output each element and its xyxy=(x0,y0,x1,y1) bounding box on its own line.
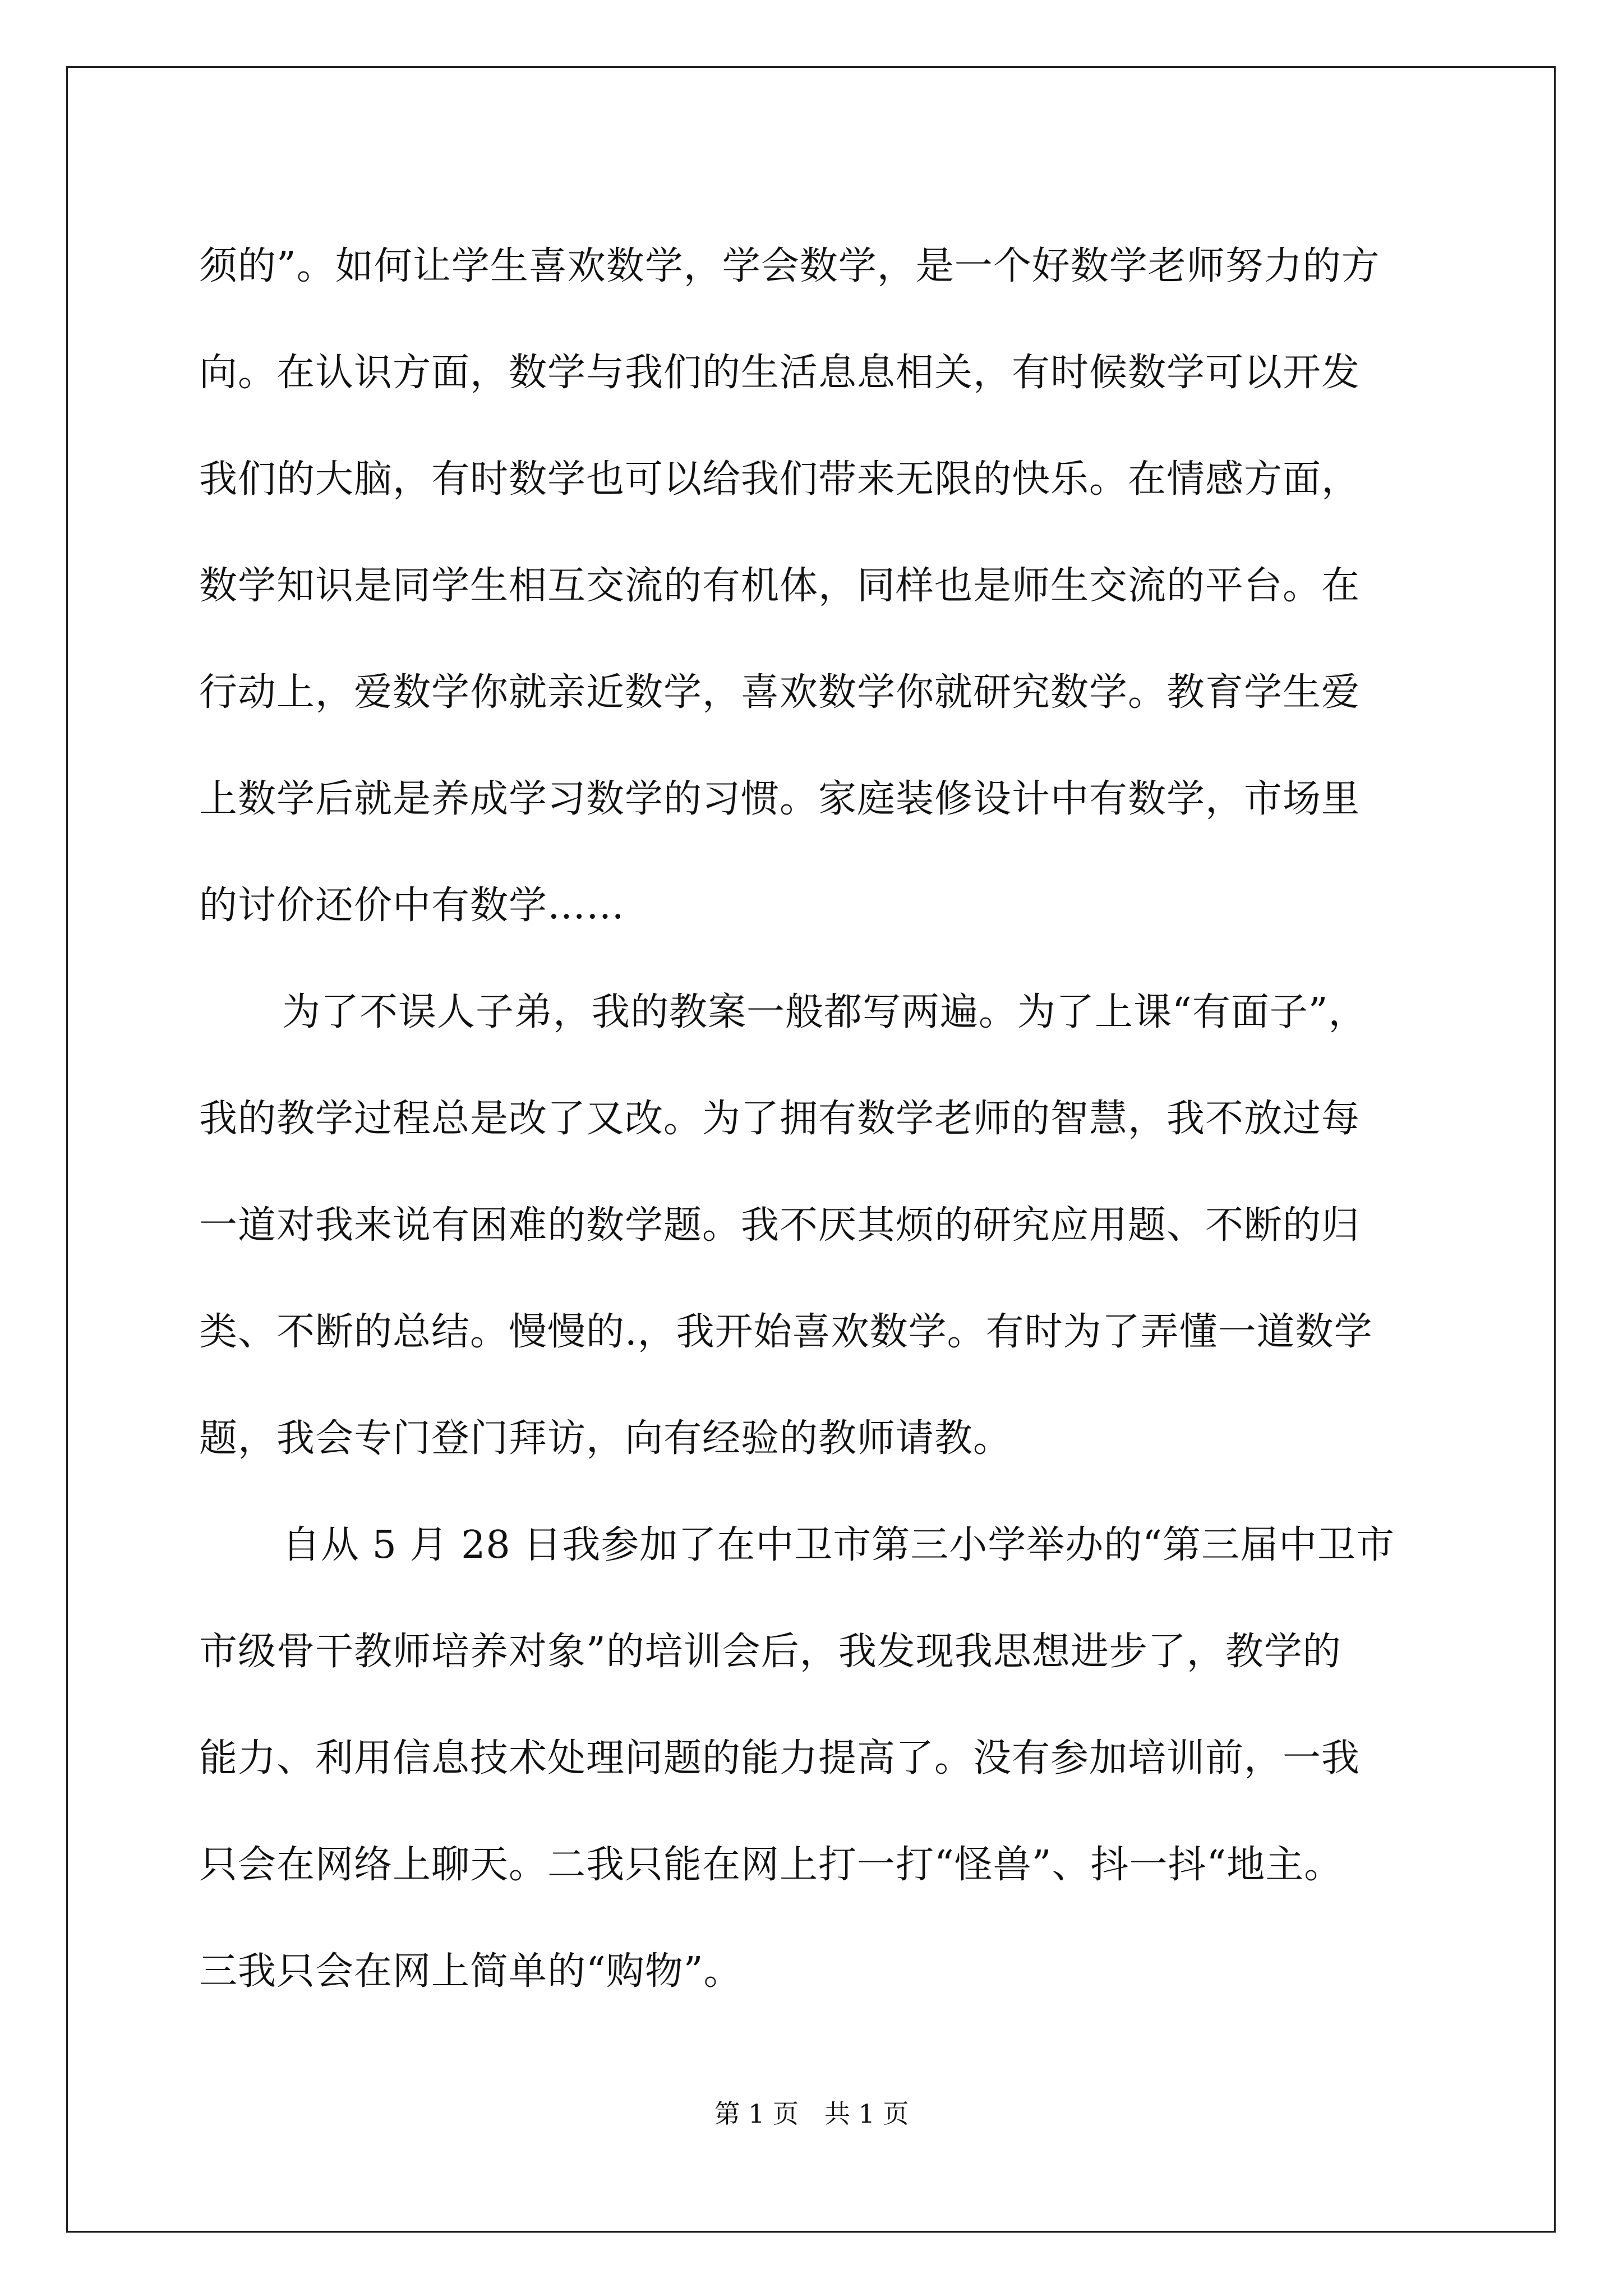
text-line: 三我只会在网上简单的“购物”。 xyxy=(199,1949,743,1994)
text-line: 的讨价还价中有数学…… xyxy=(199,884,625,928)
text-line: 题，我会专门登门拜访，向有经验的教师请教。 xyxy=(199,1416,1012,1461)
text-line: 行动上，爱数学你就亲近数学，喜欢数学你就研究数学。教育学生爱 xyxy=(199,670,1361,715)
text-line: 我的教学过程总是改了又改。为了拥有数学老师的智慧，我不放过每 xyxy=(199,1097,1361,1141)
text-line: 类、不断的总结。慢慢的.，我开始喜欢数学。有时为了弄懂一道数学 xyxy=(199,1310,1373,1354)
page-number-footer: 第 1 页 共 1 页 xyxy=(714,2099,909,2129)
text-line: 只会在网络上聊天。二我只能在网上打一打“怪兽”、抖一抖“地主。 xyxy=(199,1843,1343,1887)
text-line: 能力、利用信息技术处理问题的能力提高了。没有参加培训前，一我 xyxy=(199,1736,1361,1780)
paragraph-first-line: 自从 5 月 28 日我参加了在中卫市第三小学举办的“第三届中卫市 xyxy=(282,1523,1395,1567)
paragraph-first-line: 为了不误人子弟，我的教案一般都写两遍。为了上课“有面子”， xyxy=(282,990,1367,1034)
text-line: 须的”。如何让学生喜欢数学，学会数学，是一个好数学老师努力的方 xyxy=(199,244,1380,288)
text-line: 市级骨干教师培养对象”的培训会后，我发现我思想进步了，教学的 xyxy=(199,1630,1341,1674)
text-line: 一道对我来说有困难的数学题。我不厌其烦的研究应用题、不断的归 xyxy=(199,1203,1361,1248)
text-line: 我们的大脑，有时数学也可以给我们带来无限的快乐。在情感方面， xyxy=(199,457,1361,501)
text-line: 上数学后就是养成学习数学的习惯。家庭装修设计中有数学，市场里 xyxy=(199,777,1361,821)
text-line: 向。在认识方面，数学与我们的生活息息相关，有时候数学可以开发 xyxy=(199,351,1361,395)
document-body xyxy=(199,213,1433,2025)
text-line: 数学知识是同学生相互交流的有机体，同样也是师生交流的平台。在 xyxy=(199,564,1361,608)
